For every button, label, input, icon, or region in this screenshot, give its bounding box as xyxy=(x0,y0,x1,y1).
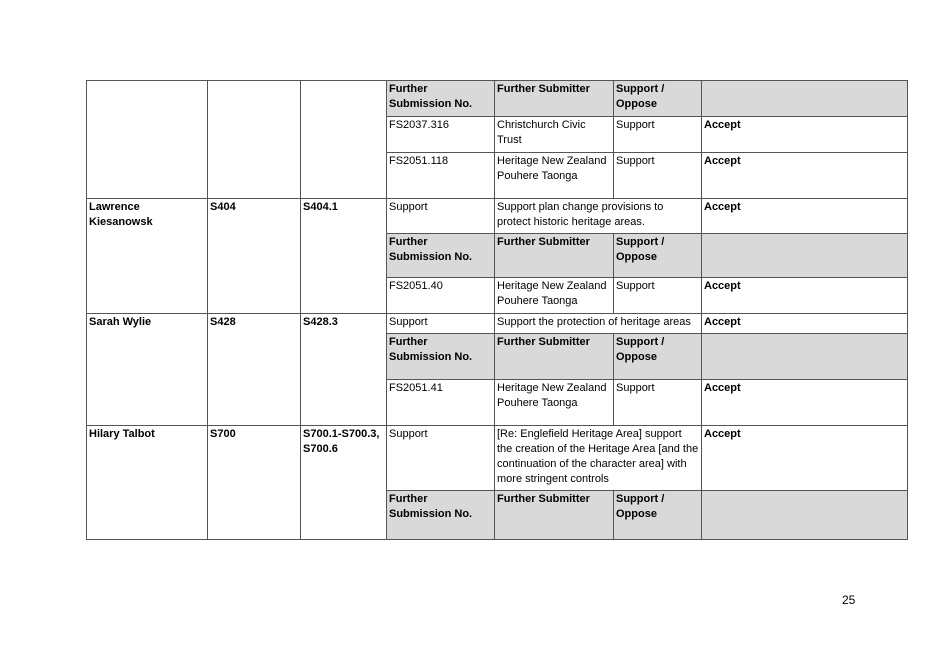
decision: Accept xyxy=(702,153,908,199)
submission-point: S700.1-S700.3, S700.6 xyxy=(301,426,387,540)
support-oppose: Support xyxy=(614,380,702,426)
submission-point: S428.3 xyxy=(301,314,387,426)
further-submitter-header: Further Submitter xyxy=(495,491,614,540)
further-submitter-header: Further Submitter xyxy=(495,334,614,380)
decision: Accept xyxy=(702,380,908,426)
decision-header xyxy=(702,334,908,380)
decision: Accept xyxy=(702,199,908,234)
further-submitter: Heritage New Zealand Pouhere Taonga xyxy=(495,153,614,199)
submission-row xyxy=(87,426,908,491)
submission-no: S428 xyxy=(208,314,301,426)
further-no: FS2037.316 xyxy=(387,117,495,153)
submission-no-cell xyxy=(208,81,301,199)
submission-row xyxy=(87,199,908,234)
further-no-header: Further Submission No. xyxy=(387,81,495,117)
further-no: FS2051.118 xyxy=(387,153,495,199)
position: Support xyxy=(387,314,495,334)
submission-summary: Support plan change provisions to protect historic heritage areas. xyxy=(495,199,702,234)
submission-summary: Support the protection of heritage areas xyxy=(495,314,702,334)
decision: Accept xyxy=(702,426,908,491)
decision-header xyxy=(702,491,908,540)
further-no: FS2051.40 xyxy=(387,278,495,314)
support-oppose-header: Support / Oppose xyxy=(614,334,702,380)
decision-header xyxy=(702,81,908,117)
support-oppose: Support xyxy=(614,153,702,199)
submission-point: S404.1 xyxy=(301,199,387,314)
further-submitter-header: Further Submitter xyxy=(495,81,614,117)
submitter-name: Lawrence Kiesanowsk xyxy=(87,199,208,314)
submissions-table xyxy=(86,80,908,540)
submitter-name: Hilary Talbot xyxy=(87,426,208,540)
further-header-row xyxy=(87,81,908,117)
decision: Accept xyxy=(702,117,908,153)
further-submitter: Heritage New Zealand Pouhere Taonga xyxy=(495,380,614,426)
submission-row xyxy=(87,314,908,334)
support-oppose: Support xyxy=(614,278,702,314)
further-no-header: Further Submission No. xyxy=(387,491,495,540)
submission-no: S404 xyxy=(208,199,301,314)
further-submitter: Heritage New Zealand Pouhere Taonga xyxy=(495,278,614,314)
submission-summary: [Re: Englefield Heritage Area] support the creation of the Heritage Area [and the continuation of the character area] with more stringent controls xyxy=(495,426,702,491)
support-oppose-header: Support / Oppose xyxy=(614,491,702,540)
submitter-name-cell xyxy=(87,81,208,199)
further-no-header: Further Submission No. xyxy=(387,234,495,278)
page-number: 25 xyxy=(842,593,856,607)
submission-no: S700 xyxy=(208,426,301,540)
support-oppose-header: Support / Oppose xyxy=(614,81,702,117)
decision-header xyxy=(702,234,908,278)
submission-point-cell xyxy=(301,81,387,199)
further-submitter: Christchurch Civic Trust xyxy=(495,117,614,153)
further-submitter-header: Further Submitter xyxy=(495,234,614,278)
decision: Accept xyxy=(702,278,908,314)
further-no-header: Further Submission No. xyxy=(387,334,495,380)
position: Support xyxy=(387,199,495,234)
submitter-name: Sarah Wylie xyxy=(87,314,208,426)
further-no: FS2051.41 xyxy=(387,380,495,426)
support-oppose: Support xyxy=(614,117,702,153)
support-oppose-header: Support / Oppose xyxy=(614,234,702,278)
position: Support xyxy=(387,426,495,491)
decision: Accept xyxy=(702,314,908,334)
